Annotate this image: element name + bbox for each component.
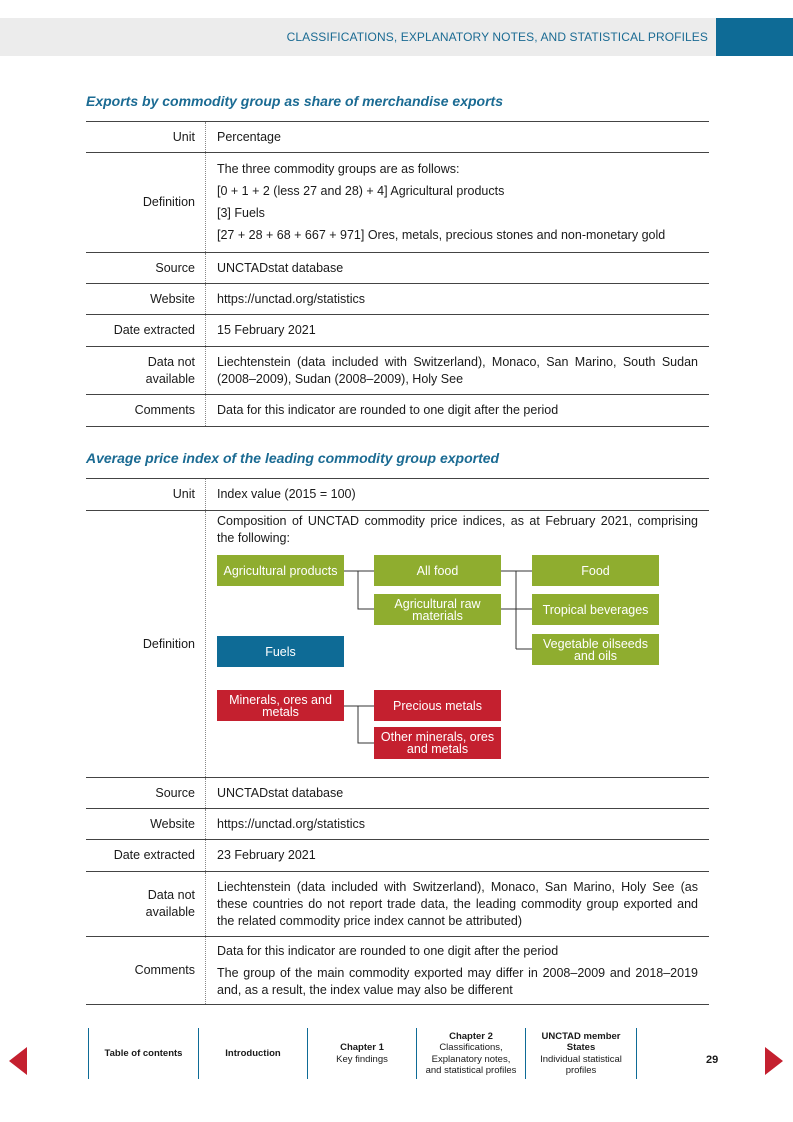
diagram-box-other-minerals: Other minerals, ores and metals bbox=[374, 727, 501, 759]
s2-unit-row bbox=[86, 479, 709, 511]
nav-toc-label: Table of contents bbox=[104, 1047, 183, 1059]
s2-not-available-row bbox=[86, 872, 709, 937]
nav-ms-title: UNCTAD member States bbox=[541, 1030, 621, 1053]
s1-not-available-value: Liechtenstein (data included with Switzerland), Monaco, San Marino, South Sudan (2008–2009), Sudan (2008–2009), Holy See bbox=[206, 347, 710, 395]
commodity-price-index-diagram bbox=[217, 555, 705, 769]
diagram-box-minerals-ores-metals: Minerals, ores and metals bbox=[217, 690, 344, 721]
s2-not-available-label bbox=[86, 872, 206, 937]
section1-table bbox=[86, 121, 709, 427]
diagram-box-food: Food bbox=[532, 555, 659, 586]
s1-date-label: Date extracted bbox=[86, 315, 206, 347]
nav-ms-sub: Individual statistical profiles bbox=[540, 1053, 622, 1076]
s2-def-intro: Composition of UNCTAD commodity price indices, as at February 2021, comprising the following: bbox=[217, 514, 698, 545]
s1-definition-value bbox=[206, 153, 710, 253]
nav-introduction[interactable] bbox=[198, 1028, 307, 1079]
s1-unit-label: Unit bbox=[86, 122, 206, 153]
s1-not-available-label bbox=[86, 347, 206, 395]
next-page-arrow-icon[interactable] bbox=[765, 1047, 783, 1075]
s2-website-label: Website bbox=[86, 809, 206, 840]
s2-comments-line: The group of the main commodity exported may differ in 2008–2009 and 2018–2019 and, as a result, the index value may also be different bbox=[217, 965, 698, 997]
nav-chapter-1[interactable] bbox=[307, 1028, 416, 1079]
diagram-box-agricultural-raw-materials: Agricultural raw materials bbox=[374, 594, 501, 625]
s1-not-available-row bbox=[86, 347, 709, 395]
s2-definition-label: Definition bbox=[86, 511, 206, 778]
s1-website-row bbox=[86, 284, 709, 315]
s2-definition-row bbox=[86, 511, 709, 778]
s1-definition-row bbox=[86, 153, 709, 253]
s1-definition-label: Definition bbox=[86, 153, 206, 253]
s1-source-value: UNCTADstat database bbox=[206, 253, 710, 284]
nav-intro-label: Introduction bbox=[225, 1047, 281, 1059]
header-color-block bbox=[716, 18, 793, 56]
nav-member-states[interactable] bbox=[525, 1028, 637, 1079]
s1-unit-row bbox=[86, 122, 709, 153]
s1-source-label: Source bbox=[86, 253, 206, 284]
nav-table-of-contents[interactable] bbox=[88, 1028, 198, 1079]
s2-definition-value bbox=[206, 511, 710, 778]
diagram-box-vegetable-oilseeds: Vegetable oilseeds and oils bbox=[532, 634, 659, 665]
connector-line bbox=[358, 706, 374, 743]
s2-website-row bbox=[86, 809, 709, 840]
s1-date-value: 15 February 2021 bbox=[206, 315, 710, 347]
section2-title: Average price index of the leading commodity group exported bbox=[86, 450, 500, 466]
s1-comments-row bbox=[86, 395, 709, 427]
s1-def-line: [27 + 28 + 68 + 667 + 971] Ores, metals, precious stones and non-monetary gold bbox=[217, 228, 666, 242]
s2-unit-label: Unit bbox=[86, 479, 206, 511]
connector-line bbox=[358, 571, 374, 609]
diagram-box-all-food: All food bbox=[374, 555, 501, 586]
running-header-title: CLASSIFICATIONS, EXPLANATORY NOTES, AND STATISTICAL PROFILES bbox=[286, 30, 708, 44]
section2-table bbox=[86, 478, 709, 1005]
s1-comments-label: Comments bbox=[86, 395, 206, 427]
diagram-box-tropical-beverages: Tropical beverages bbox=[532, 594, 659, 625]
s2-comments-label: Comments bbox=[86, 937, 206, 1005]
section1-title: Exports by commodity group as share of merchandise exports bbox=[86, 93, 503, 109]
s2-not-available-label-line1: Data not bbox=[147, 888, 195, 902]
s2-source-value: UNCTADstat database bbox=[206, 778, 710, 809]
diagram-box-precious-metals: Precious metals bbox=[374, 690, 501, 721]
s2-source-label: Source bbox=[86, 778, 206, 809]
s1-not-available-label-line1: Data not bbox=[147, 354, 195, 369]
s1-source-row bbox=[86, 253, 709, 284]
s2-date-value: 23 February 2021 bbox=[206, 840, 710, 872]
s1-def-line: [3] Fuels bbox=[217, 206, 265, 220]
s2-unit-value: Index value (2015 = 100) bbox=[206, 479, 710, 511]
s2-not-available-value: Liechtenstein (data included with Switzerland), Monaco, San Marino, Holy See (as these countries do not report trade data, the leading commodity group exported and the related commodity price index cannot be attributed) bbox=[206, 872, 710, 937]
nav-chapter-2[interactable] bbox=[416, 1028, 525, 1079]
s1-unit-value: Percentage bbox=[206, 122, 710, 153]
s1-comments-value: Data for this indicator are rounded to one digit after the period bbox=[206, 395, 710, 427]
page-number: 29 bbox=[706, 1054, 719, 1066]
nav-ch2-sub: Classifications, Explanatory notes, and statistical profiles bbox=[425, 1042, 517, 1076]
diagram-box-agricultural-products: Agricultural products bbox=[217, 555, 344, 586]
s1-date-row bbox=[86, 315, 709, 347]
diagram-box-fuels: Fuels bbox=[217, 636, 344, 667]
nav-ch2-title: Chapter 2 bbox=[449, 1030, 493, 1042]
s2-not-available-label-line2: available bbox=[145, 905, 195, 919]
running-header bbox=[0, 18, 716, 56]
nav-ch1-title: Chapter 1 bbox=[340, 1042, 384, 1053]
s1-website-label: Website bbox=[86, 284, 206, 315]
s2-website-link[interactable]: https://unctad.org/statistics bbox=[206, 809, 710, 840]
s1-def-line: The three commodity groups are as follows: bbox=[217, 162, 460, 176]
s1-def-line: [0 + 1 + 2 (less 27 and 28) + 4] Agricultural products bbox=[217, 184, 505, 198]
s2-source-row bbox=[86, 778, 709, 809]
s2-comments-row bbox=[86, 937, 709, 1005]
s2-comments-line: Data for this indicator are rounded to one digit after the period bbox=[217, 943, 559, 958]
s1-website-link[interactable]: https://unctad.org/statistics bbox=[206, 284, 710, 315]
s2-date-row bbox=[86, 840, 709, 872]
s2-comments-value bbox=[206, 937, 710, 1005]
nav-ch1-sub: Key findings bbox=[336, 1053, 388, 1065]
s2-date-label: Date extracted bbox=[86, 840, 206, 872]
s1-not-available-label-line2: available bbox=[145, 371, 195, 386]
prev-page-arrow-icon[interactable] bbox=[9, 1047, 27, 1075]
